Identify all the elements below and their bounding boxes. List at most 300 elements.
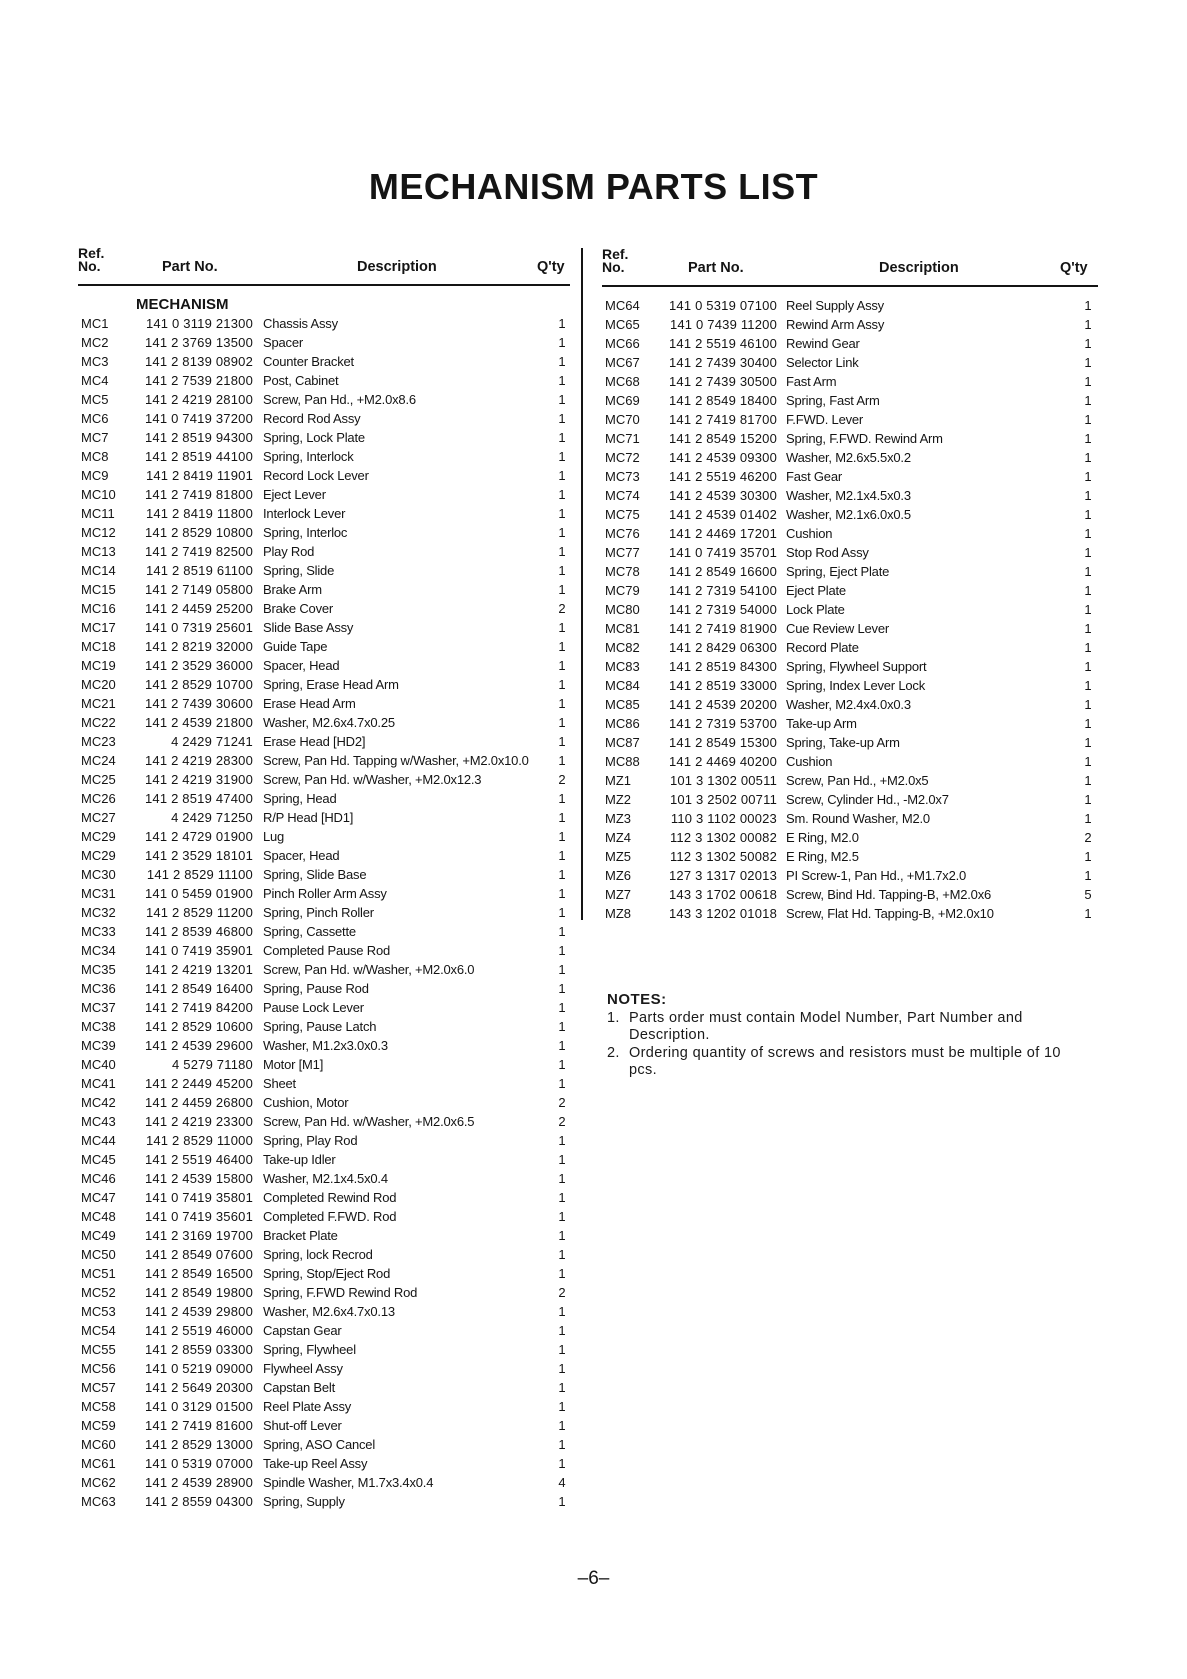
table-row — [81, 1017, 571, 1036]
description: Spring, Flywheel — [263, 1342, 356, 1357]
parts-table-left — [81, 314, 571, 1511]
part-no: 141 2 8559 04300 — [144, 1494, 253, 1509]
part-no: 141 2 8529 13000 — [144, 1437, 253, 1452]
description: Spring, lock Recrod — [263, 1247, 373, 1262]
description: Spring, ASO Cancel — [263, 1437, 376, 1452]
header-ref — [78, 247, 104, 273]
ref-no: MC45 — [81, 1152, 116, 1167]
ref-no: MC21 — [81, 696, 116, 711]
description: Cushion — [786, 754, 833, 769]
ref-no: MC26 — [81, 791, 116, 806]
qty: 1 — [1084, 906, 1092, 921]
qty: 2 — [558, 1114, 566, 1129]
ref-no: MC10 — [81, 487, 116, 502]
description: Selector Link — [786, 355, 859, 370]
description: Interlock Lever — [263, 506, 346, 521]
description: Screw, Flat Hd. Tapping-B, +M2.0x10 — [786, 906, 994, 921]
table-row — [605, 524, 1095, 543]
ref-no: MZ4 — [605, 830, 631, 845]
table-row — [81, 333, 571, 352]
ref-no: MC46 — [81, 1171, 116, 1186]
description: Stop Rod Assy — [786, 545, 869, 560]
parts-table-right — [605, 296, 1095, 923]
qty: 1 — [558, 1228, 566, 1243]
description: Eject Lever — [263, 487, 326, 502]
qty: 1 — [1084, 754, 1092, 769]
qty: 2 — [558, 772, 566, 787]
description: Spring, Flywheel Support — [786, 659, 927, 674]
ref-no: MZ5 — [605, 849, 631, 864]
ref-no: MC75 — [605, 507, 640, 522]
qty: 1 — [558, 829, 566, 844]
header-description: Description — [879, 260, 959, 276]
qty: 1 — [558, 1456, 566, 1471]
table-row — [605, 486, 1095, 505]
description: Counter Bracket — [263, 354, 354, 369]
part-no: 141 2 8549 15300 — [668, 735, 777, 750]
description: Guide Tape — [263, 639, 328, 654]
qty: 1 — [558, 1000, 566, 1015]
part-no: 141 2 8539 46800 — [144, 924, 253, 939]
description: Take-up Reel Assy — [263, 1456, 368, 1471]
qty: 1 — [558, 354, 566, 369]
part-no: 141 2 7419 82500 — [144, 544, 253, 559]
part-no: 141 2 4539 29600 — [144, 1038, 253, 1053]
ref-no: MC78 — [605, 564, 640, 579]
table-row — [81, 998, 571, 1017]
ref-no: MC6 — [81, 411, 109, 426]
part-no: 141 2 5519 46200 — [668, 469, 777, 484]
ref-no: MC38 — [81, 1019, 116, 1034]
table-row — [605, 771, 1095, 790]
description: Record Rod Assy — [263, 411, 361, 426]
ref-no: MC72 — [605, 450, 640, 465]
ref-no: MC81 — [605, 621, 640, 636]
qty: 1 — [558, 810, 566, 825]
part-no: 112 3 1302 50082 — [669, 849, 777, 864]
table-row — [81, 618, 571, 637]
table-row — [81, 1245, 571, 1264]
table-row — [605, 866, 1095, 885]
ref-no: MC70 — [605, 412, 640, 427]
description: Completed F.FWD. Rod — [263, 1209, 397, 1224]
table-row — [605, 353, 1095, 372]
table-row — [605, 733, 1095, 752]
ref-no: MC56 — [81, 1361, 116, 1376]
table-row — [605, 410, 1095, 429]
part-no: 141 2 8519 61100 — [145, 563, 253, 578]
ref-no: MC7 — [81, 430, 109, 445]
qty: 1 — [558, 1019, 566, 1034]
part-no: 141 2 5519 46400 — [144, 1152, 253, 1167]
description: Completed Pause Rod — [263, 943, 390, 958]
part-no: 141 2 7319 54100 — [668, 583, 777, 598]
description: Spring, Erase Head Arm — [263, 677, 399, 692]
ref-no: MC68 — [605, 374, 640, 389]
description: Cushion, Motor — [263, 1095, 349, 1110]
description: E Ring, M2.0 — [786, 830, 859, 845]
table-row — [81, 1283, 571, 1302]
qty: 1 — [1084, 640, 1092, 655]
part-no: 4 5279 71180 — [172, 1057, 253, 1072]
part-no: 141 2 8419 11800 — [145, 506, 253, 521]
table-row — [81, 1150, 571, 1169]
header-part-no: Part No. — [688, 260, 744, 276]
part-no: 141 2 7319 53700 — [668, 716, 777, 731]
description: Screw, Cylinder Hd., -M2.0x7 — [786, 792, 949, 807]
ref-no: MC62 — [81, 1475, 116, 1490]
table-row — [81, 1492, 571, 1511]
qty: 1 — [558, 316, 566, 331]
qty: 1 — [558, 1152, 566, 1167]
part-no: 141 2 4219 13201 — [144, 962, 253, 977]
part-no: 141 2 8529 10600 — [144, 1019, 253, 1034]
table-row — [605, 562, 1095, 581]
qty: 1 — [558, 658, 566, 673]
description: Screw, Pan Hd. w/Washer, +M2.0x6.5 — [263, 1114, 475, 1129]
part-no: 141 2 4729 01900 — [144, 829, 253, 844]
description: Flywheel Assy — [263, 1361, 343, 1376]
part-no: 141 2 8529 11100 — [146, 867, 253, 882]
qty: 1 — [1084, 602, 1092, 617]
ref-no: MC69 — [605, 393, 640, 408]
description: Spring, Fast Arm — [786, 393, 880, 408]
table-row — [81, 1226, 571, 1245]
ref-no: MC31 — [81, 886, 116, 901]
table-row — [81, 1359, 571, 1378]
part-no: 141 0 7419 35601 — [144, 1209, 253, 1224]
header-ref — [602, 248, 628, 274]
part-no: 141 2 4539 20200 — [668, 697, 777, 712]
qty: 1 — [1084, 317, 1092, 332]
ref-no: MC44 — [81, 1133, 116, 1148]
table-row — [81, 675, 571, 694]
part-no: 141 2 5649 20300 — [144, 1380, 253, 1395]
ref-no: MC40 — [81, 1057, 116, 1072]
description: R/P Head [HD1] — [263, 810, 354, 825]
description: Washer, M2.6x5.5x0.2 — [786, 450, 911, 465]
ref-no: MC53 — [81, 1304, 116, 1319]
table-row — [605, 429, 1095, 448]
part-no: 141 2 7419 81700 — [668, 412, 777, 427]
table-row — [81, 390, 571, 409]
qty: 1 — [1084, 792, 1092, 807]
qty: 1 — [558, 506, 566, 521]
description: Washer, M2.6x4.7x0.25 — [263, 715, 395, 730]
ref-no: MC84 — [605, 678, 640, 693]
table-row — [81, 599, 571, 618]
qty: 1 — [1084, 697, 1092, 712]
table-row — [81, 1074, 571, 1093]
qty: 1 — [558, 1057, 566, 1072]
description: Eject Plate — [786, 583, 846, 598]
part-no: 141 2 4219 31900 — [144, 772, 253, 787]
table-row — [605, 695, 1095, 714]
section-label: MECHANISM — [136, 296, 229, 313]
table-row — [605, 676, 1095, 695]
part-no: 4 2429 71250 — [171, 810, 253, 825]
qty: 1 — [558, 1494, 566, 1509]
qty: 1 — [558, 943, 566, 958]
ref-no: MC49 — [81, 1228, 116, 1243]
note-number: 1. — [607, 1010, 620, 1026]
header-ref-line1: Ref. — [78, 245, 105, 261]
qty: 1 — [1084, 488, 1092, 503]
description: Spring, Index Lever Lock — [786, 678, 926, 693]
ref-no: MC34 — [81, 943, 116, 958]
qty: 1 — [558, 886, 566, 901]
description: Spring, Take-up Arm — [786, 735, 900, 750]
qty: 1 — [558, 411, 566, 426]
description: Rewind Gear — [786, 336, 860, 351]
description: Brake Cover — [263, 601, 334, 616]
description: Spring, Pause Latch — [263, 1019, 377, 1034]
ref-no: MC11 — [81, 506, 115, 521]
note-text: Parts order must contain Model Number, Part Number and Description. — [629, 1010, 1023, 1043]
table-row — [81, 409, 571, 428]
table-row — [81, 1473, 571, 1492]
description: Spring, Interlock — [263, 449, 354, 464]
ref-no: MC71 — [605, 431, 640, 446]
qty: 1 — [558, 1190, 566, 1205]
qty: 1 — [558, 734, 566, 749]
qty: 1 — [1084, 583, 1092, 598]
part-no: 141 2 4459 26800 — [144, 1095, 253, 1110]
qty: 1 — [558, 1209, 566, 1224]
part-no: 141 2 4539 09300 — [668, 450, 777, 465]
qty: 2 — [558, 1095, 566, 1110]
part-no: 101 3 2502 00711 — [669, 792, 777, 807]
qty: 1 — [1084, 621, 1092, 636]
description: Washer, M2.4x4.0x0.3 — [786, 697, 911, 712]
part-no: 141 2 4539 28900 — [144, 1475, 253, 1490]
part-no: 141 0 5219 09000 — [144, 1361, 253, 1376]
description: Motor [M1] — [263, 1057, 324, 1072]
qty: 1 — [1084, 374, 1092, 389]
table-row — [81, 447, 571, 466]
table-row — [605, 391, 1095, 410]
description: Reel Plate Assy — [263, 1399, 352, 1414]
part-no: 141 0 7319 25601 — [144, 620, 253, 635]
description: Erase Head Arm — [263, 696, 356, 711]
description: Lock Plate — [786, 602, 845, 617]
ref-no: MC16 — [81, 601, 116, 616]
ref-no: MC60 — [81, 1437, 116, 1452]
part-no: 141 0 3129 01500 — [144, 1399, 253, 1414]
ref-no: MZ8 — [605, 906, 631, 921]
qty: 1 — [1084, 355, 1092, 370]
column-divider — [581, 248, 583, 920]
description: Screw, Pan Hd. w/Washer, +M2.0x12.3 — [263, 772, 482, 787]
ref-no: MC13 — [81, 544, 116, 559]
part-no: 141 2 4469 40200 — [668, 754, 777, 769]
table-row — [81, 1321, 571, 1340]
ref-no: MC63 — [81, 1494, 116, 1509]
table-row — [81, 979, 571, 998]
qty: 1 — [1084, 412, 1092, 427]
table-row — [81, 732, 571, 751]
ref-no: MC3 — [81, 354, 109, 369]
table-row — [81, 1340, 571, 1359]
part-no: 143 3 1202 01018 — [668, 906, 777, 921]
qty: 1 — [1084, 811, 1092, 826]
qty: 1 — [558, 905, 566, 920]
ref-no: MZ2 — [605, 792, 631, 807]
header-qty: Q'ty — [1060, 260, 1088, 276]
description: Brake Arm — [263, 582, 322, 597]
table-row — [81, 694, 571, 713]
ref-no: MC22 — [81, 715, 116, 730]
qty: 1 — [558, 981, 566, 996]
part-no: 141 2 7149 05800 — [144, 582, 253, 597]
part-no: 141 2 4539 15800 — [144, 1171, 253, 1186]
ref-no: MC83 — [605, 659, 640, 674]
description: Cushion — [786, 526, 833, 541]
part-no: 141 2 8219 32000 — [144, 639, 253, 654]
description: Washer, M1.2x3.0x0.3 — [263, 1038, 388, 1053]
ref-no: MC19 — [81, 658, 116, 673]
ref-no: MC1 — [81, 316, 109, 331]
description: Sm. Round Washer, M2.0 — [786, 811, 930, 826]
table-row — [605, 809, 1095, 828]
description: Completed Rewind Rod — [263, 1190, 397, 1205]
part-no: 141 2 3529 18101 — [144, 848, 253, 863]
description: Spindle Washer, M1.7x3.4x0.4 — [263, 1475, 434, 1490]
qty: 1 — [558, 1342, 566, 1357]
header-ref-line2: No. — [602, 259, 625, 275]
table-row — [81, 428, 571, 447]
part-no: 101 3 1302 00511 — [669, 773, 777, 788]
part-no: 141 2 8139 08902 — [144, 354, 253, 369]
qty: 1 — [1084, 564, 1092, 579]
page-title: MECHANISM PARTS LIST — [368, 166, 819, 207]
table-row — [605, 657, 1095, 676]
table-row — [81, 561, 571, 580]
part-no: 141 2 3769 13500 — [144, 335, 253, 350]
table-row — [605, 505, 1095, 524]
qty: 1 — [1084, 716, 1092, 731]
qty: 1 — [1084, 868, 1092, 883]
ref-no: MC51 — [81, 1266, 116, 1281]
part-no: 141 2 2449 45200 — [144, 1076, 253, 1091]
ref-no: MZ1 — [605, 773, 631, 788]
table-row — [605, 581, 1095, 600]
table-row — [81, 371, 571, 390]
header-description: Description — [357, 259, 437, 275]
table-row — [81, 1131, 571, 1150]
qty: 1 — [558, 525, 566, 540]
table-row — [81, 656, 571, 675]
part-no: 141 2 5519 46100 — [668, 336, 777, 351]
table-row — [605, 752, 1095, 771]
part-no: 141 2 3529 36000 — [144, 658, 253, 673]
table-row — [81, 1264, 571, 1283]
part-no: 141 2 8549 19800 — [144, 1285, 253, 1300]
qty: 1 — [558, 1133, 566, 1148]
description: Screw, Pan Hd., +M2.0x5 — [786, 773, 929, 788]
qty: 1 — [558, 677, 566, 692]
ref-no: MC12 — [81, 525, 116, 540]
ref-no: MC80 — [605, 602, 640, 617]
description: Spring, Pause Rod — [263, 981, 369, 996]
part-no: 141 2 4539 01402 — [668, 507, 777, 522]
ref-no: MC9 — [81, 468, 109, 483]
ref-no: MC4 — [81, 373, 109, 388]
table-row — [605, 372, 1095, 391]
qty: 1 — [558, 1361, 566, 1376]
qty: 1 — [558, 696, 566, 711]
ref-no: MC50 — [81, 1247, 116, 1262]
qty: 2 — [1084, 830, 1092, 845]
ref-no: MC87 — [605, 735, 640, 750]
description: Pause Lock Lever — [263, 1000, 364, 1015]
part-no: 141 2 7439 30500 — [668, 374, 777, 389]
ref-no: MC18 — [81, 639, 116, 654]
table-row — [605, 467, 1095, 486]
part-no: 141 2 3169 19700 — [144, 1228, 253, 1243]
part-no: 141 2 8519 33000 — [668, 678, 777, 693]
part-no: 141 2 8419 11901 — [145, 468, 253, 483]
part-no: 141 2 8529 10700 — [144, 677, 253, 692]
table-row — [81, 466, 571, 485]
qty: 4 — [558, 1475, 566, 1490]
part-no: 141 2 8529 11000 — [145, 1133, 253, 1148]
description: Sheet — [263, 1076, 296, 1091]
description: Spacer, Head — [263, 848, 340, 863]
part-no: 110 3 1102 00023 — [670, 811, 777, 826]
qty: 1 — [1084, 336, 1092, 351]
qty: 1 — [558, 1038, 566, 1053]
qty: 1 — [1084, 298, 1092, 313]
part-no: 141 0 3119 21300 — [145, 316, 253, 331]
description: Washer, M2.1x4.5x0.3 — [786, 488, 911, 503]
qty: 1 — [558, 620, 566, 635]
ref-no: MC64 — [605, 298, 640, 313]
qty: 1 — [1084, 469, 1092, 484]
table-row — [605, 904, 1095, 923]
table-row — [81, 713, 571, 732]
ref-no: MC27 — [81, 810, 116, 825]
table-row — [81, 960, 571, 979]
description: Washer, M2.1x6.0x0.5 — [786, 507, 911, 522]
description: Spring, Interloc — [263, 525, 348, 540]
qty: 1 — [558, 1247, 566, 1262]
description: Erase Head [HD2] — [263, 734, 366, 749]
ref-no: MC52 — [81, 1285, 116, 1300]
table-row — [605, 714, 1095, 733]
ref-no: MC76 — [605, 526, 640, 541]
description: Take-up Idler — [263, 1152, 336, 1167]
part-no: 141 2 4459 25200 — [144, 601, 253, 616]
part-no: 141 2 7439 30600 — [144, 696, 253, 711]
ref-no: MZ7 — [605, 887, 631, 902]
description: Spring, Pinch Roller — [263, 905, 374, 920]
note-text: Ordering quantity of screws and resistors must be multiple of 10 pcs. — [629, 1045, 1061, 1078]
ref-no: MC33 — [81, 924, 116, 939]
qty: 1 — [558, 962, 566, 977]
qty: 1 — [558, 430, 566, 445]
table-header-left — [78, 247, 570, 283]
qty: 1 — [558, 1171, 566, 1186]
description: Lug — [263, 829, 285, 844]
table-row — [605, 315, 1095, 334]
ref-no: MC15 — [81, 582, 116, 597]
description: Pinch Roller Arm Assy — [263, 886, 387, 901]
table-row — [81, 1093, 571, 1112]
ref-no: MC74 — [605, 488, 640, 503]
qty: 1 — [558, 335, 566, 350]
description: Bracket Plate — [263, 1228, 338, 1243]
